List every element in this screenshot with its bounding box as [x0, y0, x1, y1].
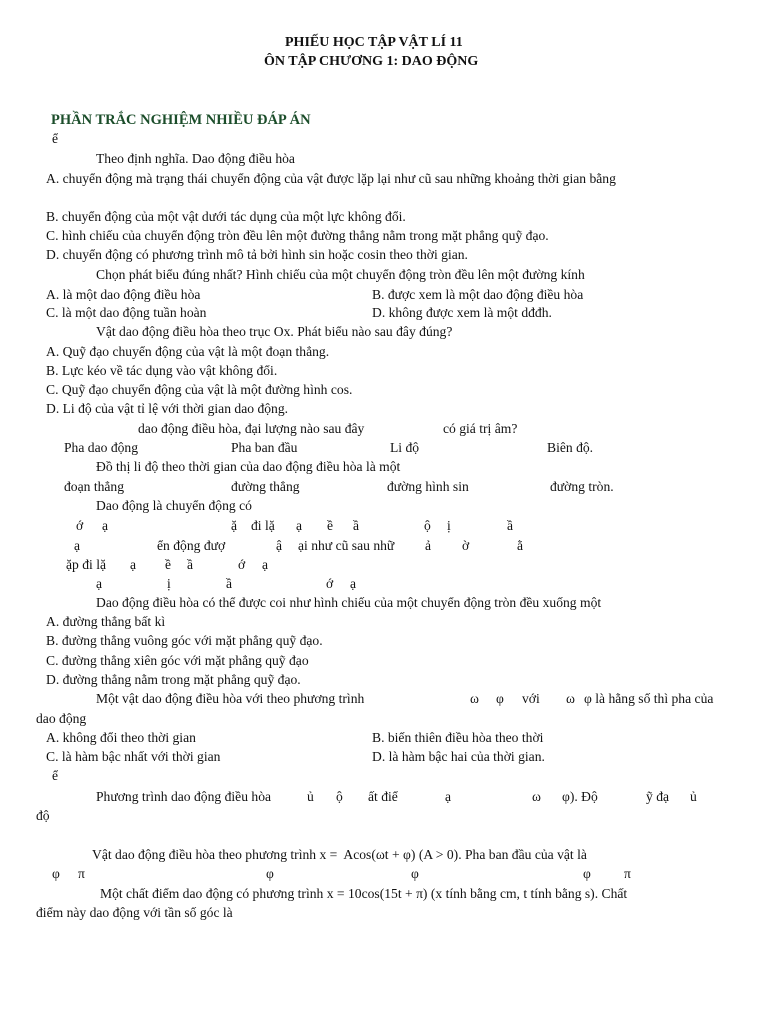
q6-fragment: ề: [327, 518, 334, 533]
section-mark: ể: [52, 131, 59, 146]
q9-fragment: ạ: [445, 789, 452, 804]
q9-fragment: ủ: [690, 789, 697, 804]
q9-phi-close: φ). Độ: [562, 789, 598, 804]
q6-fragment: ạ: [96, 576, 103, 591]
q3-option-d: D. Li độ của vật tỉ lệ với thời gian dao động.: [46, 401, 289, 416]
q5-option-a: đoạn thẳng: [64, 479, 125, 494]
q4-option-d: Biên độ.: [547, 440, 594, 455]
q8-voi: với: [522, 691, 540, 706]
q4-option-b: Pha ban đầu: [231, 440, 298, 455]
q3-option-b: B. Lực kéo về tác dụng vào vật không đổi.: [46, 363, 278, 378]
q8-phi: φ: [496, 691, 504, 706]
q6-fragment: ậ: [276, 538, 283, 553]
q9-fragment: ộ: [336, 789, 343, 804]
q5-option-c: đường hình sin: [387, 479, 469, 494]
q6-stem: Dao động là chuyển động có: [96, 498, 252, 513]
q6-fragment: ặ: [231, 518, 238, 533]
q10-option-a: φ: [52, 866, 60, 881]
q6-fragment: ề: [165, 557, 172, 572]
q10-option-b: φ: [266, 866, 274, 881]
q9-stem-a: Phương trình dao động điều hòa: [96, 789, 272, 804]
q8-option-a: A. không đổi theo thời gian: [46, 730, 196, 745]
q7-option-b: B. đường thẳng vuông góc với mặt phẳng quỹ đạo.: [46, 633, 323, 648]
q5-option-b: đường thẳng: [231, 479, 300, 494]
q6-fragment: ớ: [238, 557, 246, 572]
q6-fragment: ạ: [102, 518, 109, 533]
q8-stem-b: φ là hằng số thì pha của: [584, 691, 714, 706]
q1-stem: Theo định nghĩa. Dao động điều hòa: [96, 151, 295, 166]
q10-stem: Vật dao động điều hòa theo phương trình x = Acos(ωt + φ) (A > 0). Pha ban đầu của vật là: [92, 847, 587, 862]
section-heading: PHẦN TRẮC NGHIỆM NHIỀU ĐÁP ÁN: [51, 112, 311, 128]
q11-stem-a: Một chất điểm dao động có phương trình x = 10cos(15t + π) (x tính bằng cm, t tính bằng s). Chất: [100, 886, 628, 901]
q6-fragment: ạ: [130, 557, 137, 572]
q1-option-a: A. chuyển động mà trạng thái chuyển động của vật được lặp lại như cũ sau những khoảng thời gian bằng: [46, 171, 616, 186]
q6-fragment: ầ: [187, 557, 194, 572]
q9-stem-b: độ: [36, 808, 50, 823]
q6-fragment: ộ: [424, 518, 431, 533]
q3-option-c: C. Quỹ đạo chuyển động của vật là một đường hình cos.: [46, 382, 353, 397]
q8-omega-2: ω: [566, 691, 575, 706]
q8-option-c: C. là hàm bậc nhất với thời gian: [46, 749, 221, 764]
q1-option-d: D. chuyển động có phương trình mô tả bởi hình sin hoặc cosin theo thời gian.: [46, 247, 468, 262]
q6-fragment: ờ: [462, 538, 470, 553]
q6-fragment: ầ: [507, 518, 514, 533]
q9-fragment: ất điể: [368, 789, 398, 804]
q6-fragment: ằ: [517, 538, 524, 553]
q6-fragment: ạ: [74, 538, 81, 553]
q7-option-d: D. đường thẳng nằm trong mặt phẳng quỹ đạo.: [46, 672, 301, 687]
q6-fragment: ển động đượ: [157, 538, 226, 553]
q6-fragment: ặp đi lặ: [66, 557, 107, 572]
q2-option-c: C. là một dao động tuần hoàn: [46, 305, 207, 320]
q8-option-b: B. biến thiên điều hòa theo thời: [372, 730, 544, 745]
q3-option-a: A. Quỹ đạo chuyển động của vật là một đoạn thẳng.: [46, 344, 330, 359]
q5-stem: Đồ thị li độ theo thời gian của dao động điều hòa là một: [96, 459, 401, 474]
q8-mark: ể: [52, 768, 59, 783]
q6-fragment: ầ: [226, 576, 233, 591]
q10-option-c: φ: [411, 866, 419, 881]
q1-option-c: C. hình chiếu của chuyển động tròn đều lên một đường thẳng nằm trong mặt phẳng quỹ đạo.: [46, 228, 549, 243]
q6-fragment: ả: [425, 538, 432, 553]
q6-fragment: ớ: [76, 518, 84, 533]
q10-option-a-pi: π: [78, 866, 85, 881]
q7-option-c: C. đường thẳng xiên góc với mặt phẳng quỹ đạo: [46, 653, 309, 668]
q5-option-d: đường tròn.: [550, 479, 614, 494]
q6-fragment: ạ: [296, 518, 303, 533]
q4-option-c: Li độ: [390, 440, 420, 455]
q10-option-d: φ: [583, 866, 591, 881]
q2-option-a: A. là một dao động điều hòa: [46, 287, 201, 302]
q2-option-d: D. không được xem là một dđđh.: [372, 305, 552, 320]
q2-option-b: B. được xem là một dao động điều hòa: [372, 287, 584, 302]
q7-option-a: A. đường thẳng bất kì: [46, 614, 166, 629]
q4-stem-b: có giá trị âm?: [443, 421, 518, 436]
q3-stem: Vật dao động điều hòa theo trục Ox. Phát biểu nào sau đây đúng?: [96, 324, 453, 339]
q9-omega: ω: [532, 789, 541, 804]
worksheet-subtitle: ÔN TẬP CHƯƠNG 1: DAO ĐỘNG: [264, 54, 479, 69]
q8-omega: ω: [470, 691, 479, 706]
q4-option-a: Pha dao động: [64, 440, 139, 455]
q11-stem-b: điểm này dao động với tần số góc là: [36, 905, 233, 920]
q6-fragment: đi lặ: [251, 518, 275, 533]
q8-stem-c: dao động: [36, 711, 87, 726]
q8-option-d: D. là hàm bậc hai của thời gian.: [372, 749, 545, 764]
q6-fragment: ạ: [262, 557, 269, 572]
q8-stem-a: Một vật dao động điều hòa với theo phương trình: [96, 691, 365, 706]
q4-stem-a: dao động điều hòa, đại lượng nào sau đây: [138, 421, 365, 436]
q6-fragment: ị: [447, 518, 451, 533]
worksheet-title: PHIẾU HỌC TẬP VẬT LÍ 11: [285, 35, 463, 50]
q6-fragment: ị: [167, 576, 171, 591]
q6-fragment: ớ: [326, 576, 334, 591]
q6-fragment: ầ: [353, 518, 360, 533]
q9-fragment: ủ: [307, 789, 314, 804]
q7-stem: Dao động điều hòa có thể được coi như hình chiếu của một chuyển động tròn đều xuống một: [96, 595, 602, 610]
q6-fragment: ạ: [350, 576, 357, 591]
q9-fragment: ỹ đạ: [646, 789, 670, 804]
q2-stem: Chọn phát biểu đúng nhất? Hình chiếu của một chuyển động tròn đều lên một đường kính: [96, 267, 585, 282]
q6-fragment: ại như cũ sau nhữ: [298, 538, 395, 553]
q1-option-b: B. chuyển động của một vật dưới tác dụng của một lực không đổi.: [46, 209, 406, 224]
q10-option-d-pi: π: [624, 866, 631, 881]
